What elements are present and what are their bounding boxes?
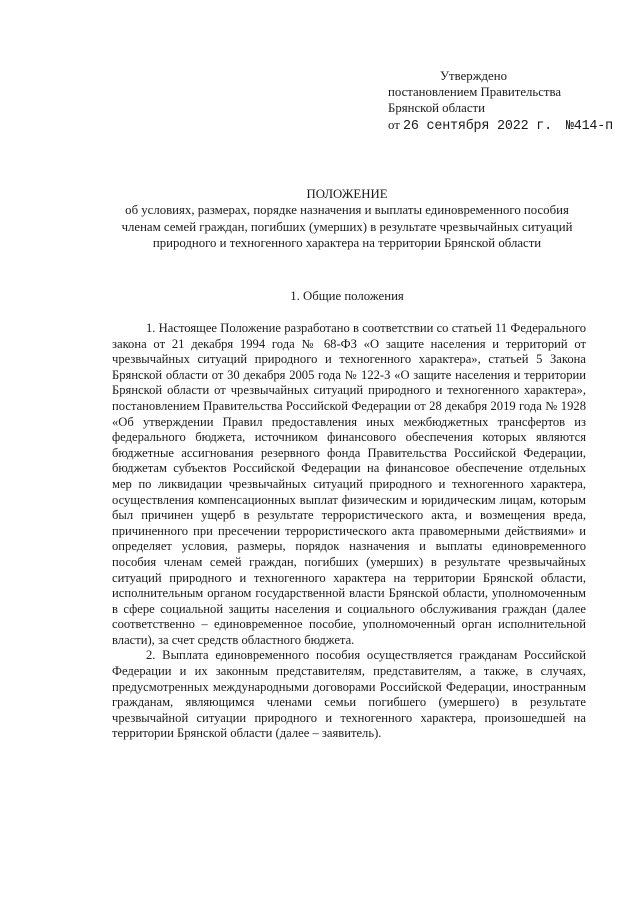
approval-block bbox=[388, 68, 636, 135]
paragraph-1: 1. Настоящее Положение разработано в соответствии со статьей 11 Федерального закона от 21 декабря 1994 года № 68-ФЗ «О защите населения и территорий от чрезвычайных ситуаций природного и техногенного характера», статьей 5 Закона Брянской области от 30 декабря 2005 года № 122-З «О защите населения и территории Брянской области от чрезвычайных ситуаций природного и техногенного характера», постановлением Правительства Российской Федерации от 28 декабря 2019 года № 1928 «Об утверждении Правил предоставления иных межбюджетных трансфертов из федерального бюджета, источником финансового обеспечения которых являются бюджетные ассигнования резервного фонда Правительства Российской Федерации, бюджетам субъектов Российской Федерации на финансовое обеспечение отдельных мер по ликвидации чрезвычайных ситуаций природного и техногенного характера, осуществления компенсационных выплат физическим и юридическим лицам, которым был причинен ущерб в результате террористического акта, и возмещения вреда, причиненного при пресечении террористического акта правомерными действиями» и определяет условия, размеры, порядок назначения и выплаты единовременного пособия членам семей граждан, погибших (умерших) в результате чрезвычайных ситуаций природного и техногенного характера на территории Брянской области, исполнительным органом государственной власти Брянской области, уполномоченным в сфере социальной защиты населения и социального обслуживания граждан (далее соответственно – единовременное пособие, уполномоченный орган исполнительной власти), за счет средств областного бюджета. bbox=[112, 321, 586, 647]
approval-status: Утверждено bbox=[440, 69, 507, 83]
document-title: ПОЛОЖЕНИЕ bbox=[306, 187, 388, 201]
paragraph-2: 2. Выплата единовременного пособия осуществляется гражданам Российской Федерации и их законным представителям, представителям, а также, в случаях, предусмотренных международными договорами Российской Федерации, иностранным гражданам, являющимся членами семьи погибшего (умершего) в результате чрезвычайной ситуации природного и техногенного характера, произошедшей на территории Брянской области (далее – заявитель). bbox=[112, 648, 586, 741]
section-title: 1. Общие положения bbox=[290, 289, 404, 303]
approval-date-line bbox=[388, 117, 636, 135]
document-heading bbox=[112, 186, 582, 251]
document-body bbox=[112, 321, 586, 742]
approval-authority: постановлением Правительства bbox=[388, 85, 562, 100]
approval-date-prefix: от bbox=[388, 117, 400, 132]
approval-region: Брянской области bbox=[388, 101, 485, 116]
approval-number: №414-п bbox=[565, 118, 613, 134]
document-subtitle: об условиях, размерах, порядке назначения и выплаты единовременного пособия членам семей граждан, погибших (умерших) в результате чрезвычайных ситуаций природного и техногенного характера на территории Брянской области bbox=[121, 203, 573, 250]
approval-date: 26 сентября 2022 г. bbox=[403, 118, 552, 134]
